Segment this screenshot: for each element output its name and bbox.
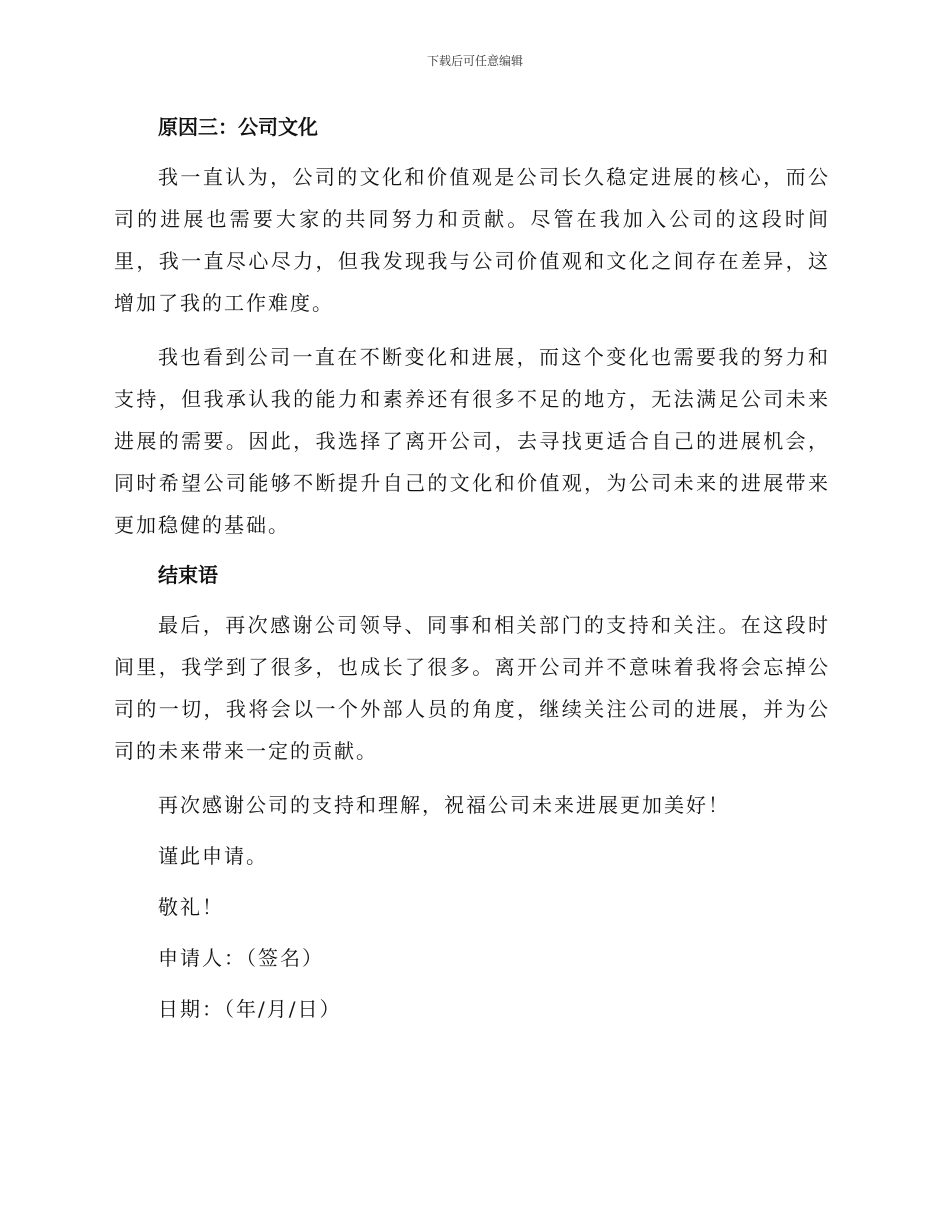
section-heading-culture: 原因三：公司文化	[158, 115, 318, 139]
closing-salute-line: 敬礼！	[158, 895, 224, 919]
culture-paragraph-1: 我一直认为，公司的文化和价值观是公司长久稳定进展的核心，而公司的进展也需要大家的共同努力和贡献。尽管在我加入公司的这段时间里，我一直尽心尽力，但我发现我与公司价值观和文化之间存在差异，这增加了我的工作难度。	[114, 165, 830, 315]
document-body	[114, 110, 830, 1039]
closing-thanks-line: 再次感谢公司的支持和理解，祝福公司未来进展更加美好！	[158, 793, 730, 817]
applicant-signature-line: 申请人：（签名）	[158, 946, 324, 970]
closing-paragraph-1: 最后，再次感谢公司领导、同事和相关部门的支持和关注。在这段时间里，我学到了很多，也成长了很多。离开公司并不意味着我将会忘掉公司的一切，我将会以一个外部人员的角度，继续关注公司的进展，并为公司的未来带来一定的贡献。	[114, 613, 830, 763]
closing-request-line: 谨此申请。	[158, 844, 268, 868]
section-heading-closing: 结束语	[158, 563, 218, 587]
culture-paragraph-2: 我也看到公司一直在不断变化和进展，而这个变化也需要我的努力和支持，但我承认我的能力和素养还有很多不足的地方，无法满足公司未来进展的需要。因此，我选择了离开公司，去寻找更适合自己的进展机会，同时希望公司能够不断提升自己的文化和价值观，为公司未来的进展带来更加稳健的基础。	[114, 345, 830, 537]
date-line: 日期：（年/月/日）	[158, 997, 342, 1021]
page-header: 下载后可任意编辑	[426, 54, 523, 68]
